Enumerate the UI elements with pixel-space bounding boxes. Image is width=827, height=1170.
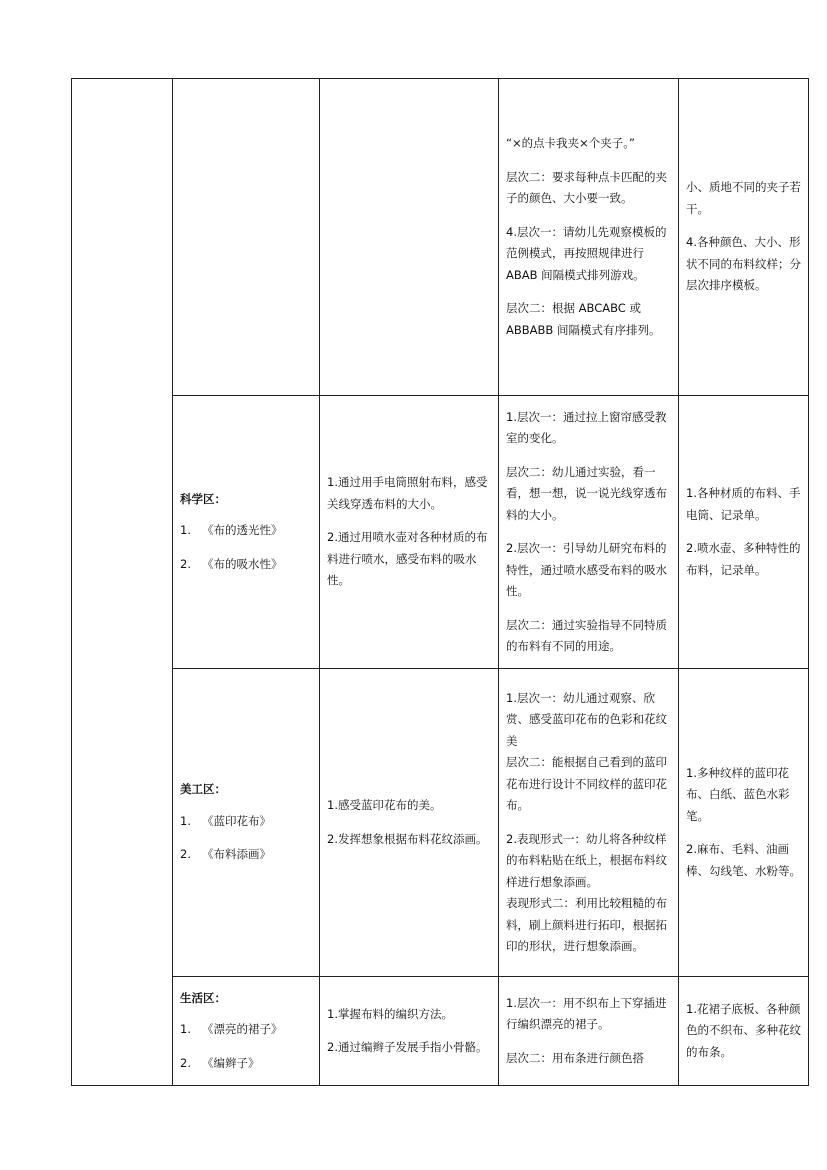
activity-text: 1.层次一：幼儿通过观察、欣赏、感受蓝印花布的色彩和花纹美 xyxy=(506,690,667,748)
area-cell xyxy=(173,669,320,977)
area-title: 生活区： xyxy=(180,990,226,1005)
material-cell xyxy=(679,669,809,977)
activity-cell xyxy=(499,396,679,669)
activity-text: 1.层次一：通过拉上窗帘感受教室的变化。 xyxy=(506,409,667,445)
goal-text: 1.通过用手电筒照射布料，感受关线穿透布料的大小。 xyxy=(327,475,488,511)
table-row xyxy=(72,977,809,1086)
goal-text: 2.发挥想象根据布料花纹添画。 xyxy=(327,831,488,846)
activity-text: 表现形式二：利用比较粗糙的布料，刷上颜料进行拓印，根据拓印的形状，进行想象添画。 xyxy=(506,896,667,953)
goal-cell xyxy=(320,977,499,1086)
material-cell xyxy=(679,79,809,396)
material-cell xyxy=(679,396,809,669)
material-text: 4.各种颜色、大小、形状不同的布料纹样；分层次排序模板。 xyxy=(686,235,801,293)
table-row xyxy=(72,396,809,669)
area-item: 1. 《蓝印花布》 xyxy=(180,813,271,828)
table-row xyxy=(72,79,809,396)
goal-cell xyxy=(320,396,499,669)
activity-text: 2.层次一：引导幼儿研究布料的特性，通过喷水感受布料的吸水性。 xyxy=(506,541,667,598)
goal-text: 1.掌握布料的编织方法。 xyxy=(327,1006,453,1021)
table-row xyxy=(72,669,809,977)
goal-text: 2.通过编辫子发展手指小骨骼。 xyxy=(327,1040,488,1054)
goal-text: 2.通过用喷水壶对各种材质的布料进行喷水，感受布料的吸水性。 xyxy=(327,530,488,588)
activity-text: 层次二：要求每种点卡匹配的夹子的颜色、大小要一致。 xyxy=(506,169,667,205)
activity-cell xyxy=(499,977,679,1086)
activity-cell xyxy=(499,79,679,396)
activity-text: “×的点卡我夹×个夹子。” xyxy=(506,136,635,150)
area-cell xyxy=(173,396,320,669)
area-cell xyxy=(173,977,320,1086)
material-text: 2.喷水壶、多种特性的布料，记录单。 xyxy=(686,541,801,577)
goal-cell xyxy=(320,79,499,396)
activity-table xyxy=(71,78,809,1086)
left-empty-cell xyxy=(72,79,173,1086)
activity-text: 层次二：通过实验指导不同特质的布料有不同的用途。 xyxy=(506,617,667,653)
activity-text: 层次二：能根据自己看到的蓝印花布进行设计不同纹样的蓝印花布。 xyxy=(506,755,667,812)
activity-text: 4.层次一：请幼儿先观察模板的范例模式，再按照规律进行 ABAB 间隔模式排列游戏。 xyxy=(506,224,667,282)
activity-text: 1.层次一：用不织布上下穿插进行编织漂亮的裙子。 xyxy=(506,995,667,1032)
activity-text: 层次二：用布条进行颜色搭 xyxy=(506,1050,644,1065)
activity-text: 层次二：根据 ABCABC 或 ABBABB 间隔模式有序排列。 xyxy=(506,301,661,337)
material-text: 1.花裙子底板、各种颜色的不织布、多种花纹的布条。 xyxy=(686,1001,801,1059)
material-cell xyxy=(679,977,809,1086)
area-title: 科学区： xyxy=(180,491,226,506)
goal-cell xyxy=(320,669,499,977)
material-text: 小、质地不同的夹子若干。 xyxy=(686,180,801,216)
area-item: 1. 《布的透光性》 xyxy=(180,523,283,538)
material-text: 2.麻布、毛料、油画棒、勾线笔、水粉等。 xyxy=(686,842,801,878)
area-item: 1. 《漂亮的裙子》 xyxy=(180,1022,283,1037)
area-item: 2. 《布的吸水性》 xyxy=(180,556,283,571)
area-cell xyxy=(173,79,320,396)
area-item: 2. 《布料添画》 xyxy=(180,847,271,862)
activity-text: 层次二：幼儿通过实验，看一看，想一想，说一说光线穿透布料的大小。 xyxy=(506,464,667,522)
material-text: 1.各种材质的布料、手电筒、记录单。 xyxy=(686,486,801,522)
activity-text: 2.表现形式一：幼儿将各种纹样的布料粘贴在纸上，根据布料纹样进行想象添画。 xyxy=(506,831,667,889)
material-text: 1.多种纹样的蓝印花布、白纸、蓝色水彩笔。 xyxy=(686,765,790,823)
area-title: 美工区： xyxy=(180,782,226,797)
area-item: 2. 《编辫子》 xyxy=(180,1055,260,1070)
goal-text: 1.感受蓝印花布的美。 xyxy=(327,798,442,812)
activity-cell xyxy=(499,669,679,977)
